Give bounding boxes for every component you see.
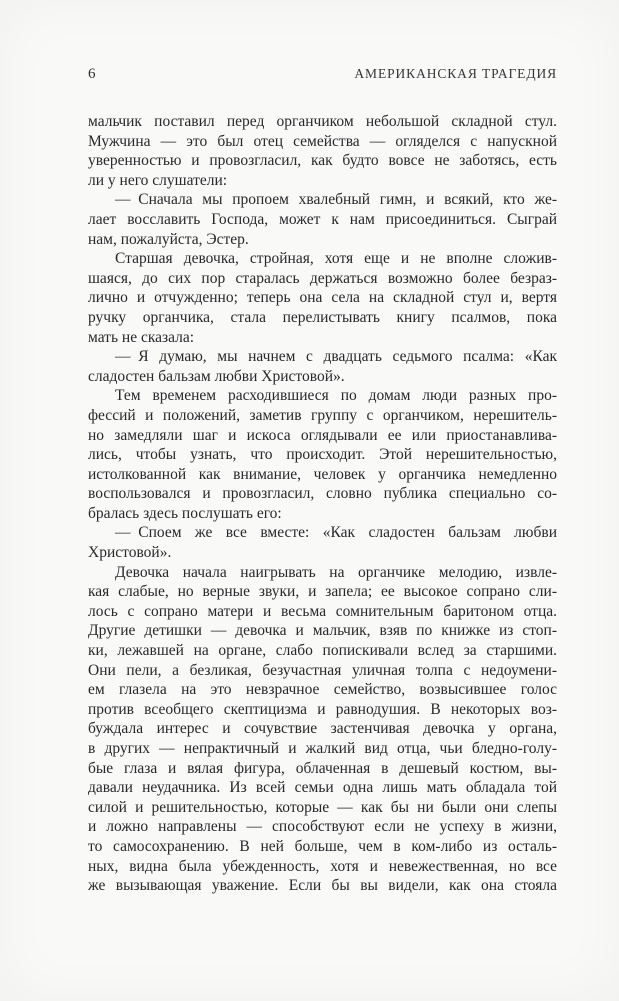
text-line: нам, пожалуйста, Эстер. xyxy=(88,230,249,248)
text-line: силой и решительностью, которые — как бы ни были они слепы xyxy=(88,798,557,816)
text-line: же вызывающая уважение. Если бы вы видели, как она стояла xyxy=(88,877,557,895)
text-line: лись, чтобы узнать, что происходит. Этой нерешительностью, xyxy=(88,446,557,464)
text-line: ем глазела на это невзрачное семейство, возвысившее голос xyxy=(88,681,557,699)
text-line: сладостен бальзам любви Христовой». xyxy=(88,367,345,385)
text-line: Девочка начала наигрывать на органчике мелодию, извле- xyxy=(115,563,557,581)
running-header xyxy=(88,66,557,83)
text-line: шаяся, до сих пор старалась держаться возможно более безраз- xyxy=(88,269,557,287)
body-text xyxy=(88,112,557,896)
paragraph xyxy=(88,112,557,190)
text-line: в других — непрактичный и жалкий вид отца, чьи бледно-голу- xyxy=(88,740,557,757)
text-line: истолкованной как внимание, человек у органчика немедленно xyxy=(88,465,557,483)
text-line: буждала интерес и сочувствие застенчивая девочка у органа, xyxy=(88,720,557,738)
paragraph xyxy=(88,249,557,347)
text-line: но замедляли шаг и искоса оглядывали ее или приостанавлива- xyxy=(88,426,557,444)
paragraph xyxy=(88,386,557,523)
paragraph xyxy=(88,190,557,249)
text-line: против всеобщего скептицизма и равнодушия. В некоторых воз- xyxy=(88,700,557,718)
text-line: ручку органчика, стала перелистывать книгу псалмов, пока xyxy=(88,308,557,326)
text-line: Другие детишки — девочка и мальчик, взяв по книжке из стоп- xyxy=(88,622,557,640)
text-line: — Споем же все вместе: «Как сладостен бальзам любви xyxy=(115,524,557,542)
text-line: ли у него слушатели: xyxy=(88,171,228,189)
text-line: — Сначала мы пропоем хвалебный гимн, и всякий, кто же- xyxy=(115,191,557,209)
text-line: кая слабые, но верные звуки, и запела; ее высокое сопрано сли- xyxy=(88,583,557,601)
text-line: Тем временем расходившиеся по домам люди разных про- xyxy=(115,387,557,405)
text-line: ки, лежавшей на органе, слабо попискивали вслед за старшими. xyxy=(88,642,557,660)
page-number: 6 xyxy=(88,66,96,82)
paragraph xyxy=(88,523,557,562)
text-line: ных, видна была убежденность, хотя и невежественная, но все xyxy=(88,857,557,875)
text-line: мальчик поставил перед органчиком небольшой складной стул. xyxy=(88,113,557,130)
text-line: то самосохранению. В ней больше, чем в ком-либо из осталь- xyxy=(88,837,557,855)
text-line: лось с сопрано матери и весьма сомнительным баритоном отца. xyxy=(88,602,557,620)
text-line: и ложно направлены — способствуют если не успеху в жизни, xyxy=(88,818,557,836)
paragraph xyxy=(88,563,557,896)
text-line: Они пели, а безликая, безучастная уличная толпа с недоумени- xyxy=(88,661,557,679)
text-line: мать не сказала: xyxy=(88,328,195,346)
text-line: лает восславить Господа, может к нам присоединиться. Сыграй xyxy=(88,210,557,228)
text-line: лично и отчужденно; теперь она села на складной стул и, вертя xyxy=(88,289,557,307)
text-line: бые глаза и вялая фигура, облаченная в дешевый костюм, вы- xyxy=(88,759,557,777)
text-line: уверенностью и провозгласил, как будто вовсе не заботясь, есть xyxy=(88,152,557,170)
text-line: воспользовался и провозгласил, словно публика специально со- xyxy=(88,485,557,503)
text-line: Мужчина — это был отец семейства — огляделся с напускной xyxy=(88,132,557,150)
text-line: бралась здесь послушать его: xyxy=(88,504,282,522)
text-line: давали неудачника. Из всей семьи одна лишь мать обладала той xyxy=(88,779,557,797)
text-line: — Я думаю, мы начнем с двадцать седьмого псалма: «Как xyxy=(115,348,557,366)
text-line: Христовой». xyxy=(88,544,172,562)
paragraph xyxy=(88,347,557,386)
running-title: АМЕРИКАНСКАЯ ТРАГЕДИЯ xyxy=(354,66,557,81)
text-line: Старшая девочка, стройная, хотя еще и не вполне сложив- xyxy=(115,250,557,268)
text-line: фессий и положений, заметив группу с органчиком, нерешитель- xyxy=(88,406,557,424)
